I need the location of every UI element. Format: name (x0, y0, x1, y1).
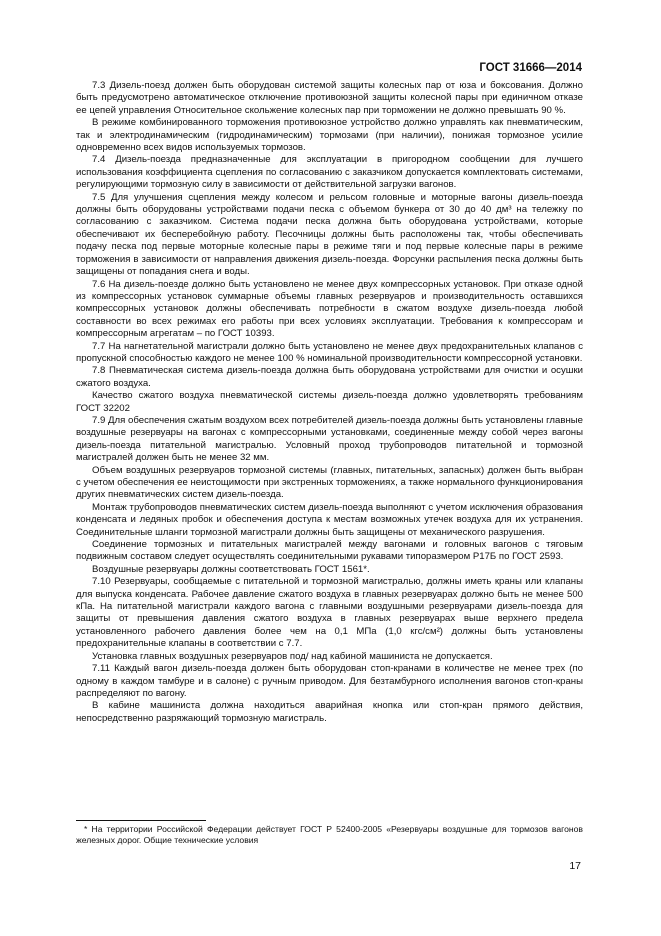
page-number: 17 (569, 860, 581, 872)
paragraph-7-4: 7.4 Дизель-поезда предназначенные для эксплуатации в пригородном сообщении для лучшего использования коэффициента сцепления по согласованию с заказчиком допускается комплектовать системами, регулирующими тормозную силу в зависимости от действительной загрузки вагонов. (76, 154, 583, 191)
footnote-divider (76, 820, 206, 821)
paragraph-reservoir-standard: Воздушные резервуары должны соответствовать ГОСТ 1561*. (92, 563, 370, 575)
document-body (76, 80, 583, 725)
paragraph-connection: Соединение тормозных и питательных магистралей между вагонами и головных вагонов с тяговым подвижным составом следует осуществлять соединительными рукавами типоразмером Р17Б по ГОСТ 2593. (76, 539, 583, 563)
paragraph-7-11: 7.11 Каждый вагон дизель-поезда должен быть оборудован стоп-кранами в количестве не менее трех (по одному в каждом тамбуре и в салоне) с ручным приводом. Для безтамбурного исполнения вагонов стоп-краны распределяют по вагону. (76, 663, 583, 699)
paragraph-reservoir-volume: Объем воздушных резервуаров тормозной системы (главных, питательных, запасных) должен быть выбран с учетом обеспечения ее неистощимости при экстренных торможениях, а также нормального функционирования других пневматических систем дизель-поезда. (76, 464, 583, 501)
paragraph-7-10: 7.10 Резервуары, сообщаемые с питательной и тормозной магистралью, должны иметь краны или клапаны для выпуска конденсата. Рабочее давление сжатого воздуха в главных резервуарах должно быть не менее 500 кПа. На питательной магистрали каждого вагона с главными воздушными резервуарами дизель-поезда для защиты от превышения давления сжатого воздуха в главных резервуарах выше верхнего предела установленного рабочего давления более чем на 0,1 МПа (1,0 кгс/см²) должны быть установлены предохранительные клапаны в соответствии с 7.7. (76, 576, 583, 650)
document-header: ГОСТ 31666—2014 (479, 62, 582, 74)
paragraph-7-3: 7.3 Дизель-поезд должен быть оборудован системой защиты колесных пар от юза и боксования. Должно быть предусмотрено автоматическое отключение противоюзной защиты колесной пары при единичном отказе ее цепей управления Относительное скольжение колесных пар при торможении не должно превышать 90 %. (76, 80, 583, 116)
paragraph-air-quality: Качество сжатого воздуха пневматической системы дизель-поезда должно удовлетворять требованиям ГОСТ 32202 (76, 390, 583, 414)
paragraph-7-8: 7.8 Пневматическая система дизель-поезда должна быть оборудована устройствами для очистки и осушки сжатого воздуха. (76, 365, 583, 389)
footnote: * На территории Российской Федерации действует ГОСТ Р 52400-2005 «Резервуары воздушные для тормозов вагонов железных дорог. Общие технические условия (76, 824, 583, 845)
paragraph-7-6: 7.6 На дизель-поезде должно быть установлено не менее двух компрессорных установок. При отказе одной из компрессорных установок суммарные объемы главных резервуаров и производительность оставшихся компрессорных установок должны обеспечивать потребности в сжатом воздухе дизель-поезда любой составности во всех режимах его работы при всех условиях эксплуатации. Требования к компрессорам и компрессорным агрегатам – по ГОСТ 10393. (76, 278, 583, 340)
paragraph-combined-braking: В режиме комбинированного торможения противоюзное устройство должно управлять как пневматическим, так и электродинамическим (гидродинамическим) тормозами (при наличии), понижая тормозное усилие одновременно всех видов используемых тормозов. (76, 117, 583, 154)
paragraph-reservoir-installation: Установка главных воздушных резервуаров под/ над кабиной машиниста не допускается. (92, 650, 493, 662)
paragraph-7-5: 7.5 Для улучшения сцепления между колесом и рельсом головные и моторные вагоны дизель-поезда должны быть оборудованы устройствами подачи песка с объемом бункера от 30 до 40 дм³ на тележку по согласованию с заказчиком. Система подачи песка должна быть оборудована устройствами, которые обеспечивают их бесперебойную работу. Песочницы должны быть расположены так, чтобы обеспечивать подачу песка под первые моторные колесные пары в режиме тяги и под первые колесные пары в режиме торможения в зависимости от направления движения дизель-поезда. Форсунки распыления песка должны быть защищены от попадания снега и воды. (76, 191, 583, 278)
paragraph-emergency-button: В кабине машиниста должна находиться аварийная кнопка или стоп-кран прямого действия, непосредственно разряжающий тормозную магистраль. (76, 700, 583, 724)
paragraph-7-7: 7.7 На нагнетательной магистрали должно быть установлено не менее двух предохранительных клапанов с пропускной способностью каждого не менее 100 % номинальной производительности компрессорной установки. (76, 340, 583, 364)
paragraph-pipe-mounting: Монтаж трубопроводов пневматических систем дизель-поезда выполняют с учетом исключения образования конденсата и ледяных пробок и обеспечения доступа к местам возможных утечек воздуха для их устранения. Соединительные шланги тормозной магистрали должны быть защищены от механического разрушения. (76, 501, 583, 538)
paragraph-7-9: 7.9 Для обеспечения сжатым воздухом всех потребителей дизель-поезда должны быть установлены главные воздушные резервуары на вагонах с компрессорными установками, соединенные между собой через вагоны дизель-поезда питательной магистралью. Условный проход трубопроводов питательной и тормозной магистралей должен быть не менее 32 мм. (76, 414, 583, 464)
